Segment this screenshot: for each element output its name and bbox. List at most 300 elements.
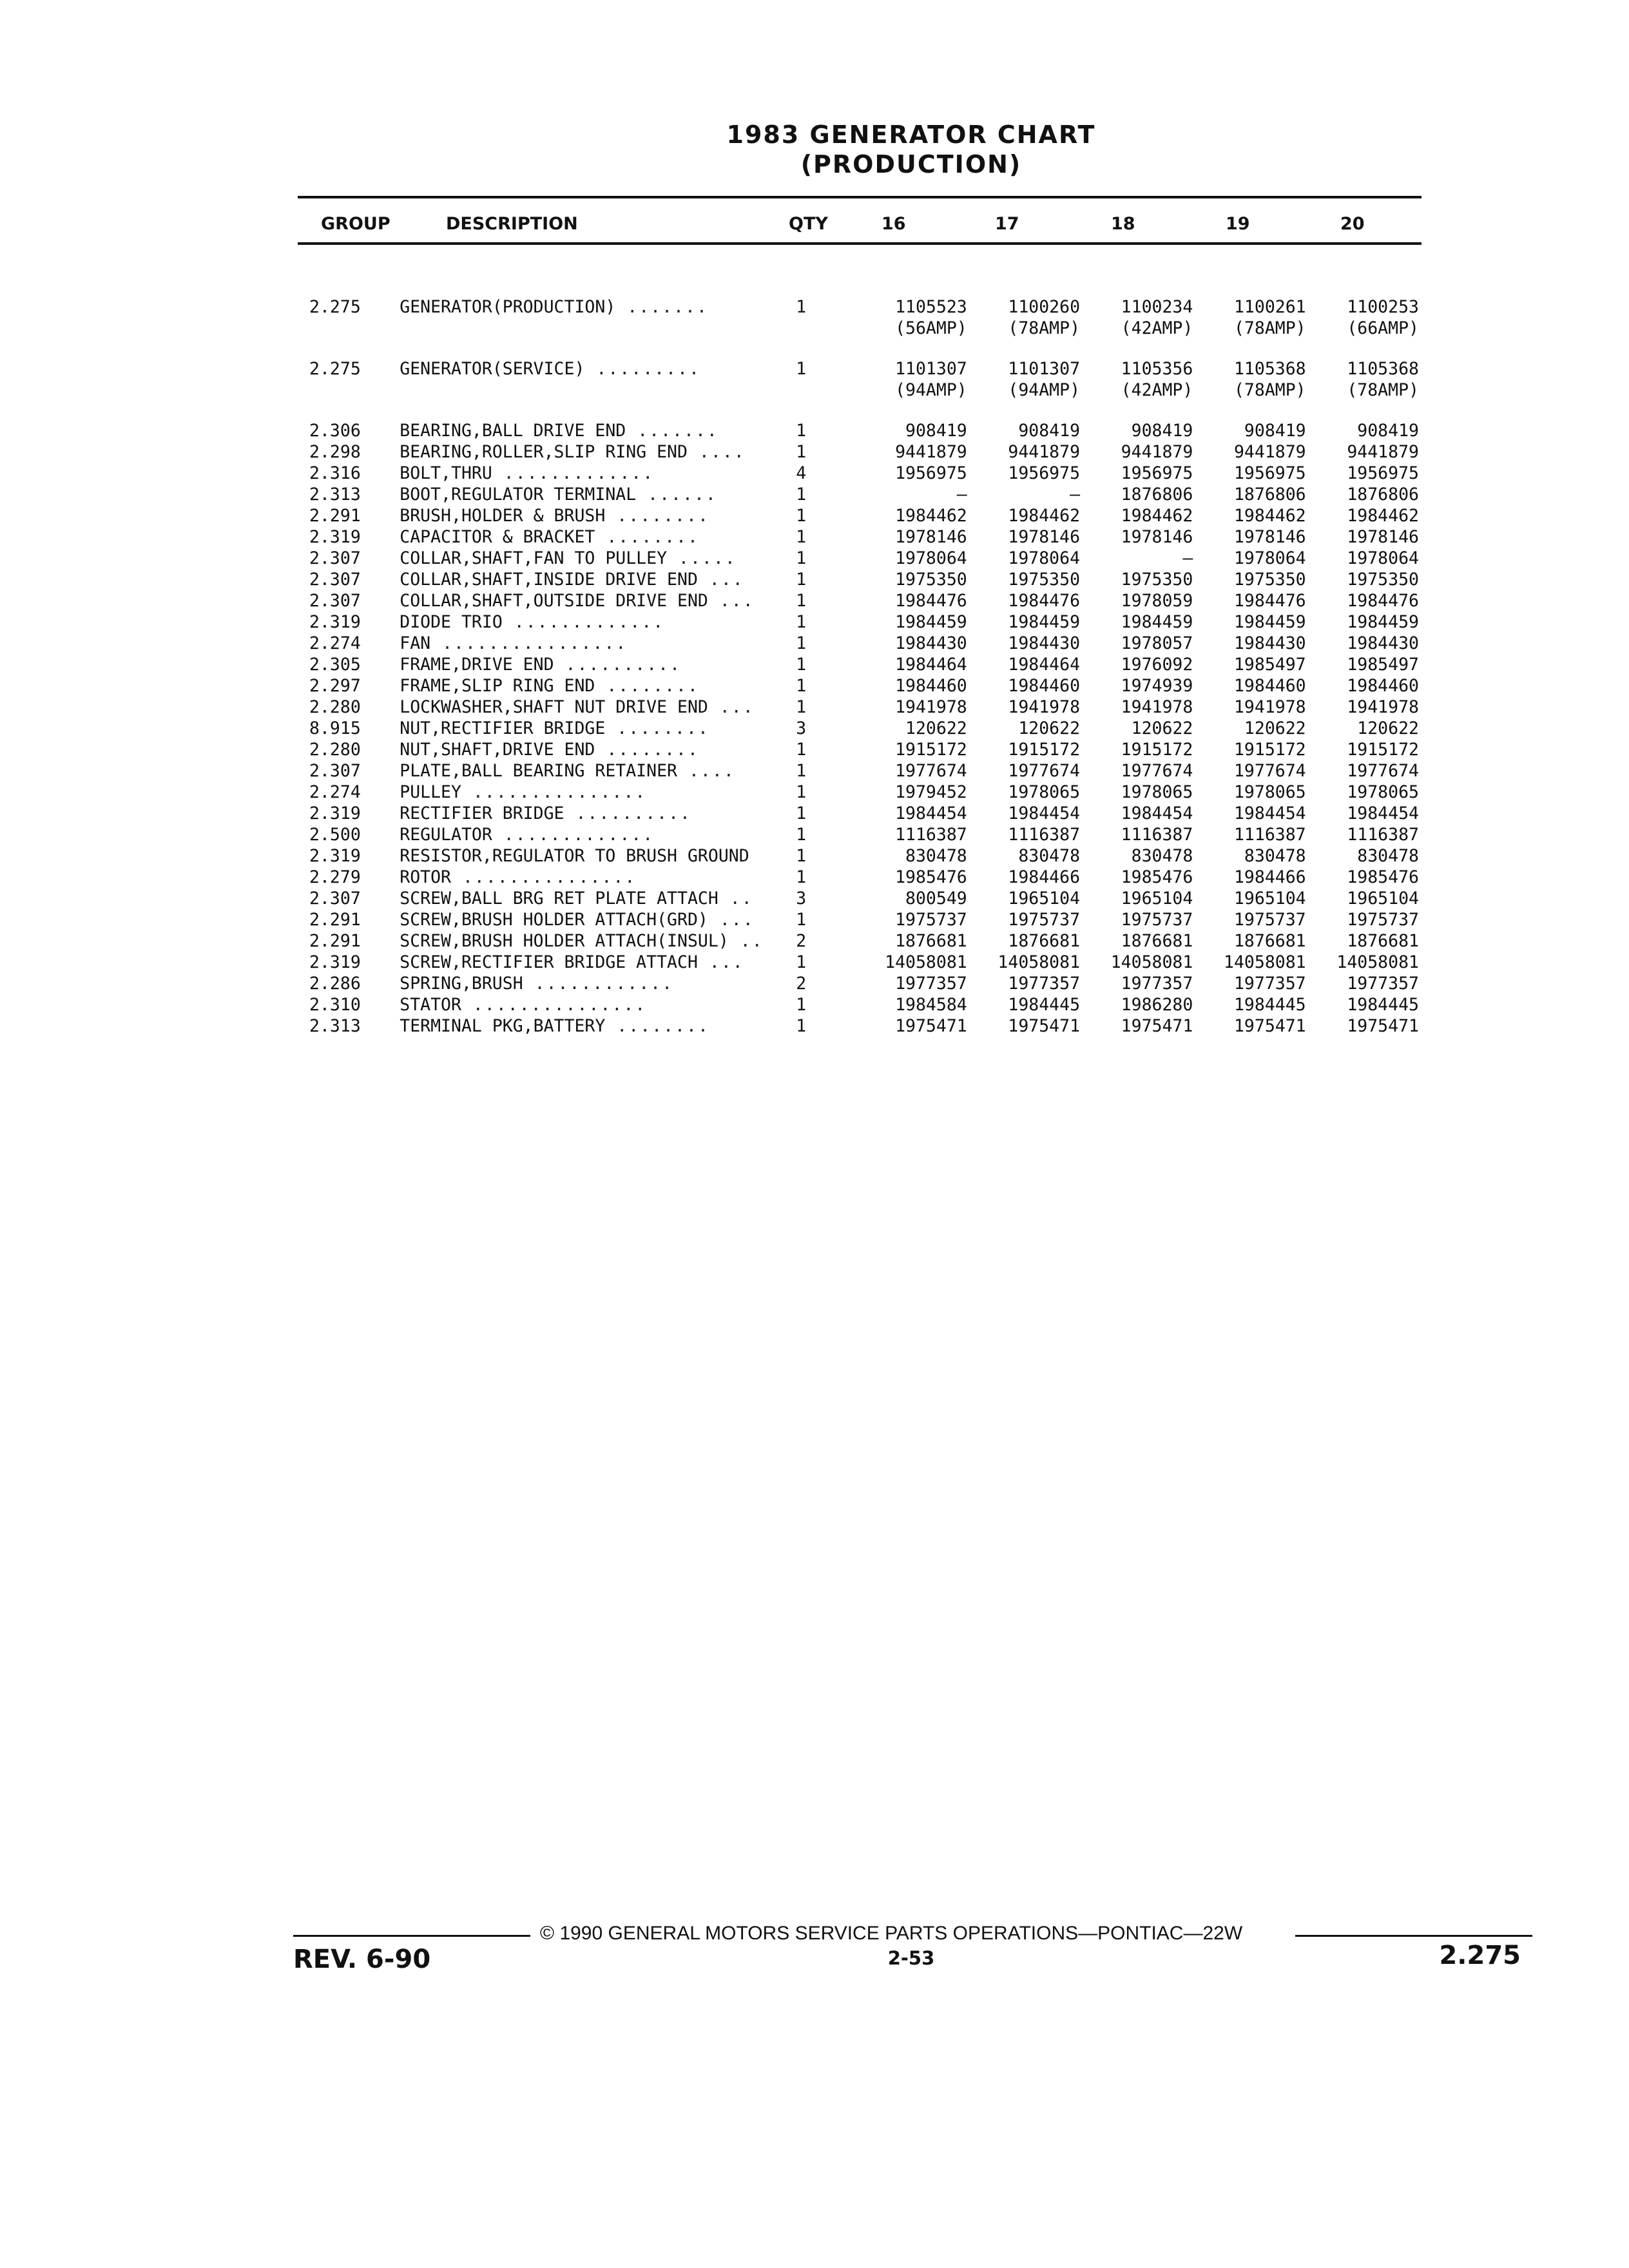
part-number-cell: 830478 (1244, 846, 1306, 866)
part-number-cell: 120622 (1357, 718, 1419, 738)
header-bottom-rule (298, 242, 1422, 245)
part-number-cell: 1876681 (1008, 931, 1081, 951)
description-text: COLLAR,SHAFT,FAN TO PULLEY (400, 548, 668, 568)
qty-cell: 1 (796, 527, 807, 547)
group-cell: 2.319 (309, 527, 361, 547)
amperage-cell: (78AMP) (1233, 318, 1306, 338)
description-text: GENERATOR(PRODUCTION) (400, 297, 616, 317)
part-number-cell: 1876806 (1233, 485, 1306, 505)
qty-cell: 1 (796, 421, 807, 441)
description-cell (400, 611, 796, 633)
amperage-cell: (56AMP) (895, 318, 967, 338)
part-number-cell: 1100261 (1233, 297, 1306, 317)
dot-leader: ... (697, 570, 744, 590)
group-cell: 2.274 (309, 633, 361, 653)
part-number-cell: 9441879 (1233, 442, 1306, 462)
dot-leader: ............. (492, 825, 655, 845)
part-number-cell: 1978059 (1121, 591, 1193, 611)
part-number-cell: 1984466 (1008, 867, 1081, 887)
description-cell (400, 441, 796, 463)
dot-leader: ........ (595, 676, 699, 696)
part-number-cell: 1100253 (1347, 297, 1419, 317)
qty-cell: 1 (796, 591, 807, 611)
table-row (309, 782, 1419, 803)
column-header-qty: QTY (789, 214, 828, 234)
description-cell (400, 548, 796, 569)
description-text: SCREW,BRUSH HOLDER ATTACH(INSUL) (400, 931, 729, 951)
part-number-cell: 1978146 (1008, 527, 1081, 547)
group-cell: 2.291 (309, 931, 361, 951)
part-number-cell: 1876681 (1121, 931, 1193, 951)
table-row (309, 739, 1419, 760)
group-cell: 2.310 (309, 995, 361, 1015)
table-row (309, 548, 1419, 569)
qty-cell: 1 (796, 570, 807, 590)
part-number-cell: 908419 (1131, 421, 1193, 441)
part-number-cell: 1978064 (1008, 548, 1081, 568)
part-number-cell: 1941978 (1347, 697, 1419, 717)
part-number-cell: 1956975 (895, 463, 967, 483)
group-cell: 2.307 (309, 591, 361, 611)
qty-cell: 3 (796, 889, 807, 908)
part-number-cell: 1975350 (1347, 570, 1419, 590)
part-number-cell: 1876806 (1121, 485, 1193, 505)
spacer-row (309, 339, 1419, 358)
description-cell (400, 803, 796, 824)
part-number-cell: 1977357 (1121, 974, 1193, 994)
qty-cell: 1 (796, 995, 807, 1015)
part-number-cell: 1978146 (1233, 527, 1306, 547)
description-text: COLLAR,SHAFT,INSIDE DRIVE END (400, 570, 698, 590)
part-number-cell: 9441879 (1008, 442, 1081, 462)
part-number-cell: 120622 (905, 718, 967, 738)
table-row (309, 484, 1419, 505)
table-row (309, 803, 1419, 824)
amperage-cell: (78AMP) (1347, 380, 1419, 400)
page-number: 2-53 (887, 1947, 935, 1969)
part-number-cell: 1105368 (1233, 359, 1306, 379)
description-cell (400, 930, 796, 952)
amperage-row (309, 380, 1419, 401)
part-number-cell: 1984445 (1233, 995, 1306, 1015)
table-row (309, 505, 1419, 526)
dot-leader: .... (687, 442, 746, 462)
part-number-cell: 1965104 (1233, 889, 1306, 908)
description-text: SPRING,BRUSH (400, 974, 523, 994)
part-number-cell: 1978146 (895, 527, 967, 547)
part-number-cell: 1984476 (1347, 591, 1419, 611)
part-number-cell: 1876681 (1233, 931, 1306, 951)
part-number-cell: 1978065 (1347, 782, 1419, 802)
table-row (309, 654, 1419, 675)
part-number-cell: 1977357 (1347, 974, 1419, 994)
spacer-row (309, 277, 1419, 296)
qty-cell: 1 (796, 846, 807, 866)
table-row (309, 1015, 1419, 1037)
table-row (309, 697, 1419, 718)
part-number-cell: 1977357 (1233, 974, 1306, 994)
part-number-cell: 1105356 (1121, 359, 1193, 379)
dot-leader: ... (708, 910, 755, 930)
description-cell (400, 845, 796, 867)
description-cell (400, 782, 796, 803)
part-number-cell: 1978065 (1233, 782, 1306, 802)
group-cell: 2.319 (309, 803, 361, 823)
part-number-cell: 908419 (905, 421, 967, 441)
part-number-cell: — (956, 485, 967, 505)
group-cell: 2.307 (309, 761, 361, 781)
part-number-cell: 1116387 (895, 825, 967, 845)
group-cell: 2.307 (309, 570, 361, 590)
part-number-cell: 1915172 (895, 740, 967, 760)
qty-cell: 1 (796, 633, 807, 653)
table-row (309, 420, 1419, 441)
group-cell: 2.305 (309, 655, 361, 675)
part-number-cell: 1941978 (1121, 697, 1193, 717)
description-text: LOCKWASHER,SHAFT NUT DRIVE END (400, 697, 708, 717)
title-line-1: 1983 GENERATOR CHART (726, 120, 1096, 149)
part-number-cell: 1100260 (1008, 297, 1081, 317)
column-header-model: 19 (1226, 214, 1250, 234)
part-number-cell: 1984462 (1233, 506, 1306, 526)
part-number-cell: 1101307 (895, 359, 967, 379)
group-cell: 2.500 (309, 825, 361, 845)
part-number-cell: 1984476 (1233, 591, 1306, 611)
part-number-cell: 1915172 (1008, 740, 1081, 760)
qty-cell: 1 (796, 867, 807, 887)
description-cell (400, 718, 796, 739)
part-number-cell: 120622 (1131, 718, 1193, 738)
part-number-cell: 1941978 (1008, 697, 1081, 717)
group-cell: 2.279 (309, 867, 361, 887)
table-row (309, 845, 1419, 867)
part-number-cell: 1965104 (1008, 889, 1081, 908)
part-number-cell: 1975737 (1121, 910, 1193, 930)
part-number-cell: 1977357 (1008, 974, 1081, 994)
empty-cell (400, 318, 796, 339)
part-number-cell: 1978065 (1121, 782, 1193, 802)
empty-cell (309, 380, 400, 401)
description-text: BEARING,BALL DRIVE END (400, 421, 626, 441)
description-cell (400, 824, 796, 845)
qty-cell: 1 (796, 761, 807, 781)
part-number-cell: 800549 (905, 889, 967, 908)
qty-cell: 1 (796, 952, 807, 972)
table-row (309, 526, 1419, 548)
part-number-cell: 1985476 (895, 867, 967, 887)
empty-cell (309, 318, 400, 339)
part-number-cell: 1976092 (1121, 655, 1193, 675)
group-cell: 2.280 (309, 740, 361, 760)
description-text: BRUSH,HOLDER & BRUSH (400, 506, 606, 526)
description-text: TERMINAL PKG,BATTERY (400, 1016, 606, 1036)
qty-cell: 1 (796, 548, 807, 568)
part-number-cell: 1984460 (1233, 676, 1306, 696)
part-number-cell: 1979452 (895, 782, 967, 802)
table-row (309, 675, 1419, 697)
description-text: SCREW,BRUSH HOLDER ATTACH(GRD) (400, 910, 708, 930)
description-cell (400, 420, 796, 441)
part-number-cell: 1984454 (895, 803, 967, 823)
part-number-cell: 830478 (1357, 846, 1419, 866)
part-number-cell: 1975737 (895, 910, 967, 930)
part-number-cell: 120622 (1244, 718, 1306, 738)
description-cell (400, 484, 796, 505)
table-row (309, 718, 1419, 739)
part-number-cell: 1984459 (1347, 612, 1419, 632)
table-row (309, 867, 1419, 888)
part-number-cell: 120622 (1018, 718, 1081, 738)
table-row (309, 611, 1419, 633)
part-number-cell: 1100234 (1121, 297, 1193, 317)
part-number-cell: 1975350 (895, 570, 967, 590)
part-number-cell: 1116387 (1347, 825, 1419, 845)
part-number-cell: 1956975 (1347, 463, 1419, 483)
dot-leader: ..... (667, 548, 737, 568)
qty-cell: 1 (796, 803, 807, 823)
part-number-cell: 1105368 (1347, 359, 1419, 379)
part-number-cell: 1985497 (1233, 655, 1306, 675)
part-number-cell: 1915172 (1347, 740, 1419, 760)
part-number-cell: 1974939 (1121, 676, 1193, 696)
description-cell (400, 675, 796, 697)
group-cell: 2.275 (309, 297, 361, 317)
qty-cell: 1 (796, 297, 807, 317)
empty-cell (400, 380, 796, 401)
description-cell (400, 994, 796, 1015)
group-cell: 2.306 (309, 421, 361, 441)
amperage-cell: (66AMP) (1347, 318, 1419, 338)
description-cell (400, 526, 796, 548)
part-number-cell: 1984459 (895, 612, 967, 632)
table-row (309, 973, 1419, 994)
part-number-cell: 1984430 (895, 633, 967, 653)
part-number-cell: 1984430 (1347, 633, 1419, 653)
qty-cell: 1 (796, 697, 807, 717)
column-header-model: 20 (1340, 214, 1365, 234)
group-cell: 2.298 (309, 442, 361, 462)
group-cell: 2.307 (309, 889, 361, 908)
group-cell: 2.307 (309, 548, 361, 568)
dot-leader: ......... (584, 359, 700, 379)
part-number-cell: 1956975 (1233, 463, 1306, 483)
part-number-cell: 1984460 (1008, 676, 1081, 696)
qty-cell: 1 (796, 782, 807, 802)
dot-leader: ............. (502, 612, 665, 632)
revision-label: REV. 6-90 (293, 1945, 431, 1974)
table-row (309, 930, 1419, 952)
part-number-cell: 1978146 (1347, 527, 1419, 547)
group-cell: 2.291 (309, 910, 361, 930)
part-number-cell: 14058081 (1336, 952, 1419, 972)
part-number-cell: 1984466 (1233, 867, 1306, 887)
part-number-cell: 1978146 (1121, 527, 1193, 547)
description-cell (400, 909, 796, 930)
part-number-cell: 1984462 (1008, 506, 1081, 526)
table-row (309, 590, 1419, 611)
qty-cell: 1 (796, 506, 807, 526)
part-number-cell: 1984464 (895, 655, 967, 675)
empty-cell (796, 380, 854, 401)
copyright-notice: © 1990 GENERAL MOTORS SERVICE PARTS OPERATIONS—PONTIAC—22W (540, 1923, 1243, 1944)
dot-leader: ........ (605, 506, 709, 526)
description-text: GENERATOR(SERVICE) (400, 359, 585, 379)
part-number-cell: 1956975 (1121, 463, 1193, 483)
part-number-cell: 1876806 (1347, 485, 1419, 505)
part-number-cell: 1116387 (1233, 825, 1306, 845)
part-number-cell: 1984430 (1008, 633, 1081, 653)
amperage-cell: (42AMP) (1121, 318, 1193, 338)
table-row (309, 952, 1419, 973)
dot-leader: ........ (595, 527, 699, 547)
part-number-cell: 1978064 (1233, 548, 1306, 568)
table-row (309, 441, 1419, 463)
description-text: STATOR (400, 995, 461, 1015)
group-cell: 2.319 (309, 612, 361, 632)
dot-leader: ... (708, 591, 755, 611)
description-text: FRAME,SLIP RING END (400, 676, 595, 696)
dot-leader: .......... (554, 655, 682, 675)
part-number-cell: 1975737 (1008, 910, 1081, 930)
qty-cell: 1 (796, 359, 807, 379)
part-number-cell: 1984464 (1008, 655, 1081, 675)
table-row (309, 760, 1419, 782)
page-title (0, 120, 1629, 179)
description-text: BOOT,REGULATOR TERMINAL (400, 485, 637, 505)
dot-leader: ............ (523, 974, 674, 994)
qty-cell: 4 (796, 463, 807, 483)
group-cell: 2.319 (309, 952, 361, 972)
description-cell (400, 888, 796, 909)
part-number-cell: 908419 (1244, 421, 1306, 441)
dot-leader: ............. (492, 463, 655, 483)
part-number-cell: 1975471 (1008, 1016, 1081, 1036)
description-text: SCREW,RECTIFIER BRIDGE ATTACH (400, 952, 698, 972)
group-cell: 2.291 (309, 506, 361, 526)
dot-leader: .......... (564, 803, 692, 823)
part-number-cell: 1985476 (1347, 867, 1419, 887)
part-number-cell: 1978065 (1008, 782, 1081, 802)
description-text: NUT,RECTIFIER BRIDGE (400, 718, 606, 738)
part-number-cell: 9441879 (1121, 442, 1193, 462)
qty-cell: 2 (796, 931, 807, 951)
part-number-cell: 1975350 (1008, 570, 1081, 590)
qty-cell: 1 (796, 612, 807, 632)
dot-leader: ........ (605, 1016, 709, 1036)
part-number-cell: 1984584 (895, 995, 967, 1015)
qty-cell: 1 (796, 1016, 807, 1036)
description-text: RESISTOR,REGULATOR TO BRUSH GROUND (400, 846, 749, 866)
column-header-model: 18 (1111, 214, 1135, 234)
description-cell (400, 697, 796, 718)
description-text: PLATE,BALL BEARING RETAINER (400, 761, 678, 781)
group-cell: 2.275 (309, 359, 361, 379)
dot-leader: ............... (461, 995, 647, 1015)
column-header-model: 17 (995, 214, 1019, 234)
qty-cell: 1 (796, 655, 807, 675)
part-number-cell: 1984459 (1121, 612, 1193, 632)
description-text: BOLT,THRU (400, 463, 492, 483)
part-number-cell: 1984459 (1008, 612, 1081, 632)
column-header-description: DESCRIPTION (446, 214, 578, 234)
description-text: FAN (400, 633, 431, 653)
description-cell (400, 505, 796, 526)
description-text: RECTIFIER BRIDGE (400, 803, 564, 823)
amperage-cell: (42AMP) (1121, 380, 1193, 400)
part-number-cell: 1975471 (895, 1016, 967, 1036)
qty-cell: 1 (796, 485, 807, 505)
qty-cell: 1 (796, 676, 807, 696)
part-number-cell: 1876681 (895, 931, 967, 951)
part-number-cell: 1116387 (1008, 825, 1081, 845)
part-number-cell: 14058081 (885, 952, 967, 972)
group-cell: 2.297 (309, 676, 361, 696)
part-number-cell: 1984462 (1347, 506, 1419, 526)
qty-cell: 1 (796, 740, 807, 760)
part-number-cell: 1975350 (1121, 570, 1193, 590)
amperage-cell: (78AMP) (1008, 318, 1081, 338)
dot-leader: ............... (461, 782, 647, 802)
part-number-cell: 1975471 (1121, 1016, 1193, 1036)
parts-table (309, 277, 1419, 1037)
description-cell (400, 358, 796, 380)
title-line-2: (PRODUCTION) (800, 150, 1022, 178)
group-cell: 2.286 (309, 974, 361, 994)
qty-cell: 1 (796, 910, 807, 930)
description-cell (400, 633, 796, 654)
generator-row (309, 358, 1419, 380)
amperage-row (309, 318, 1419, 339)
empty-cell (796, 318, 854, 339)
description-text: SCREW,BALL BRG RET PLATE ATTACH (400, 889, 718, 908)
table-row (309, 909, 1419, 930)
table-row (309, 888, 1419, 909)
part-number-cell: 1986280 (1121, 995, 1193, 1015)
part-number-cell: 1984462 (1121, 506, 1193, 526)
dot-leader: ................ (430, 633, 628, 653)
part-number-cell: 1984445 (1008, 995, 1081, 1015)
part-number-cell: 1984430 (1233, 633, 1306, 653)
part-number-cell: 9441879 (1347, 442, 1419, 462)
group-cell: 2.313 (309, 1016, 361, 1036)
part-number-cell: 1965104 (1121, 889, 1193, 908)
dot-leader: .. (728, 931, 764, 951)
part-number-cell: 1101307 (1008, 359, 1081, 379)
amperage-cell: (94AMP) (895, 380, 967, 400)
description-cell (400, 296, 796, 318)
part-number-cell: 14058081 (998, 952, 1081, 972)
description-text: DIODE TRIO (400, 612, 503, 632)
part-number-cell: 830478 (905, 846, 967, 866)
table-row (309, 569, 1419, 590)
description-cell (400, 739, 796, 760)
part-number-cell: 1977674 (1008, 761, 1081, 781)
part-number-cell: 14058081 (1224, 952, 1306, 972)
dot-leader: ....... (626, 421, 718, 441)
part-number-cell: 1941978 (1233, 697, 1306, 717)
part-number-cell: 908419 (1018, 421, 1081, 441)
description-text: NUT,SHAFT,DRIVE END (400, 740, 595, 760)
part-number-cell: 908419 (1357, 421, 1419, 441)
description-cell (400, 590, 796, 611)
description-cell (400, 654, 796, 675)
dot-leader: ... (697, 952, 744, 972)
part-number-cell: 9441879 (895, 442, 967, 462)
table-row (309, 824, 1419, 845)
qty-cell: 1 (796, 825, 807, 845)
description-cell (400, 867, 796, 888)
dot-leader: ...... (636, 485, 717, 505)
